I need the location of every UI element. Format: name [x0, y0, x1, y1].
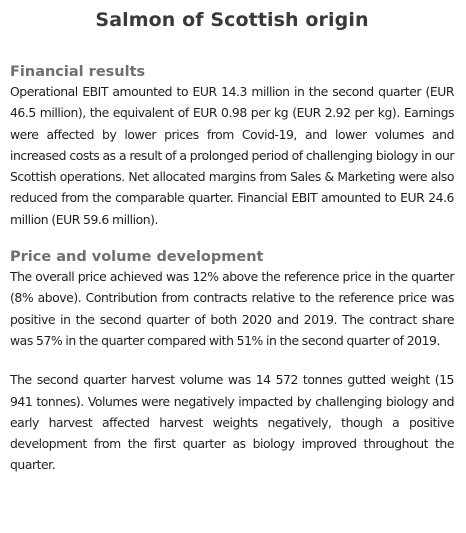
section-financial-results — [10, 63, 454, 230]
document-page — [10, 0, 454, 476]
section-heading-price-and-volume: Price and volume development — [10, 249, 264, 266]
paragraph-financial-results: Operational EBIT amounted to EUR 14.3 million in the second quarter (EUR 46.5 million), the equivalent of EUR 0.98 per kg (EUR 2.92 per kg). Earnings were affected by lower prices from Covid-19, and lower volumes and increased costs as a result of a prolonged period of challenging biology in our Scottish operations. Net allocated margins from Sales & Marketing were also reduced from the comparable quarter. Financial EBIT amounted to EUR 24.6 million (EUR 59.6 million). — [10, 84, 454, 227]
paragraph-price-development: The overall price achieved was 12% above the reference price in the quarter (8% above). Contribution from contracts relative to the reference price was positive in the second quarter of both 2020 and 2019. The contract share was 57% in the quarter compared with 51% in the second quarter of 2019. — [10, 269, 454, 348]
paragraph-volume-development: The second quarter harvest volume was 14 572 tonnes gutted weight (15 941 tonnes). Volumes were negatively impacted by challenging biology and early harvest affected harvest weights negatively, though a positive development from the first quarter as biology improved throughout the quarter. — [10, 372, 454, 473]
section-heading-financial-results: Financial results — [10, 64, 146, 80]
section-price-and-volume — [10, 248, 454, 476]
page-title: Salmon of Scottish origin — [95, 9, 369, 31]
